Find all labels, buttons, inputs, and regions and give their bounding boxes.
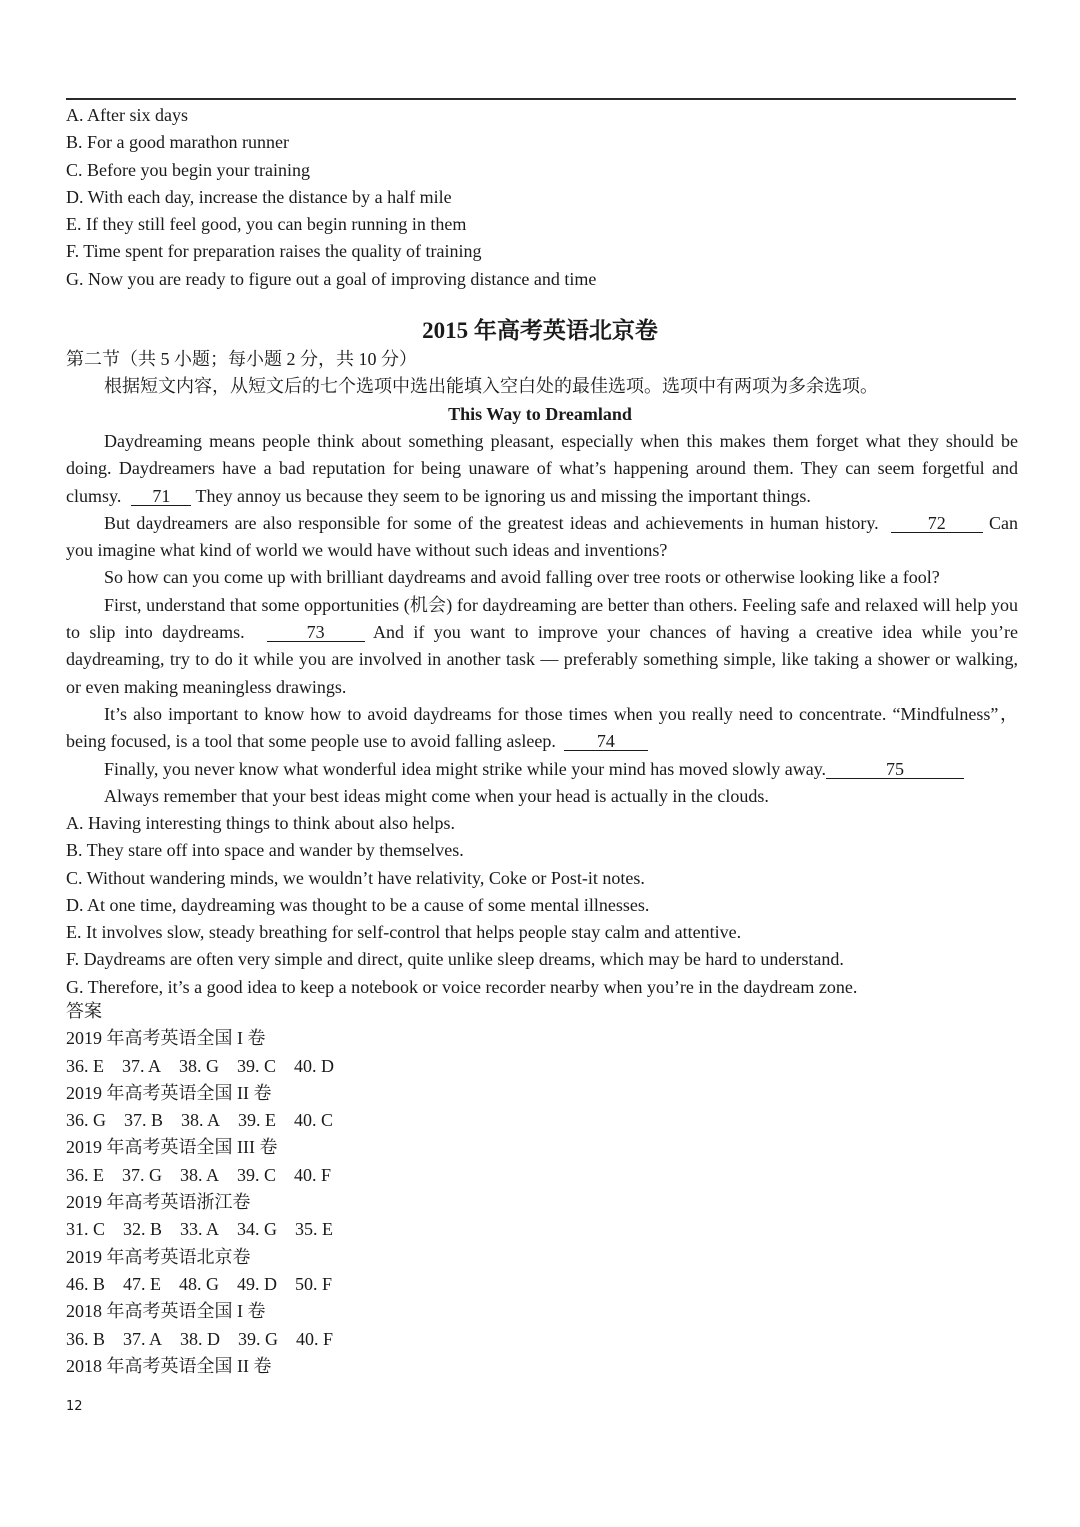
answer-item: 34. G <box>237 1219 278 1240</box>
answer-item: 38. A <box>181 1110 221 1131</box>
answer-item: 50. F <box>295 1273 333 1294</box>
blank-72: 72 <box>891 514 983 533</box>
option-item: G. Therefore, it’s a good idea to keep a notebook or voice recorder nearby when you’re in the daydream zone. <box>66 976 858 997</box>
answer-item: 46. B <box>66 1273 106 1294</box>
answer-group-title: 2019 年高考英语全国 II 卷 <box>66 1082 272 1103</box>
answer-item: 40. D <box>294 1055 335 1076</box>
blank-74: 74 <box>564 732 648 751</box>
option-item: C. Before you begin your training <box>66 159 310 180</box>
answer-row <box>66 1053 666 1080</box>
answer-row <box>66 1216 666 1243</box>
option-item: D. With each day, increase the distance by a half mile <box>66 186 452 207</box>
passage-text: So how can you come up with brilliant daydreams and avoid falling over tree roots or otherwise looking like a fool? <box>104 567 940 588</box>
answer-item: 39. C <box>237 1164 277 1185</box>
answer-item: 37. A <box>122 1055 162 1076</box>
section-heading: 第二节（共 5 小题；每小题 2 分，共 10 分） <box>66 349 417 369</box>
section-instruction: 根据短文内容，从短文后的七个选项中选出能填入空白处的最佳选项。选项中有两项为多余选项。 <box>104 376 878 396</box>
passage-paragraph <box>66 701 1018 756</box>
answer-row <box>66 1271 666 1298</box>
option-item: D. At one time, daydreaming was thought to be a cause of some mental illnesses. <box>66 894 650 915</box>
passage-text: Can you imagine what kind of world we would have without such ideas and inventions? <box>66 512 1018 561</box>
option-item: E. If they still feel good, you can begin running in them <box>66 214 467 235</box>
answer-row <box>66 1162 666 1189</box>
answer-item: 36. E <box>66 1164 104 1185</box>
passage-text: First, understand that some opportunities (机会) for daydreaming are better than others. Feeling safe and relaxed will help you to slip into daydreams. <box>66 594 1018 643</box>
answer-item: 36. G <box>66 1110 106 1131</box>
blank-75: 75 <box>826 760 964 779</box>
answer-item: 32. B <box>123 1219 163 1240</box>
answers-heading: 答案 <box>66 1001 102 1021</box>
passage-paragraph <box>66 510 1018 565</box>
option-item: B. They stare off into space and wander by themselves. <box>66 840 464 861</box>
option-item: G. Now you are ready to figure out a goal of improving distance and time <box>66 268 597 289</box>
option-item: F. Time spent for preparation raises the quality of training <box>66 241 482 262</box>
answer-row <box>66 1326 666 1353</box>
answer-group-title: 2018 年高考英语全国 I 卷 <box>66 1301 266 1322</box>
passage-text: They annoy us because they seem to be ignoring us and missing the important things. <box>195 485 811 506</box>
passage-text: Daydreaming means people think about something pleasant, especially when this makes them forget what they should be doing. Daydreamers have a bad reputation for being unaware of what’s happening around them. They can seem forgetful and clumsy. <box>66 431 1018 506</box>
passage-text: Finally, you never know what wonderful idea might strike while your mind has moved slowly away. <box>104 758 827 779</box>
option-item: B. For a good marathon runner <box>66 132 289 153</box>
answer-item: 36. B <box>66 1328 106 1349</box>
answer-group-title: 2018 年高考英语全国 II 卷 <box>66 1355 272 1376</box>
blank-71: 71 <box>131 487 191 506</box>
answer-group-title: 2019 年高考英语全国 III 卷 <box>66 1137 278 1158</box>
answer-item: 40. C <box>294 1110 334 1131</box>
header-rule <box>66 98 1016 100</box>
passage-text: But daydreamers are also responsible for some of the greatest ideas and achievements in human history. <box>104 512 879 533</box>
answer-item: 40. F <box>294 1164 332 1185</box>
option-item: C. Without wandering minds, we wouldn’t have relativity, Coke or Post-it notes. <box>66 867 645 888</box>
answer-item: 49. D <box>237 1273 278 1294</box>
answers-section <box>66 998 666 1380</box>
blank-73: 73 <box>267 623 365 642</box>
answer-item: 48. G <box>179 1273 220 1294</box>
answer-item: 37. B <box>124 1110 164 1131</box>
answer-group-title: 2019 年高考英语全国 I 卷 <box>66 1028 266 1049</box>
answer-item: 38. A <box>180 1164 220 1185</box>
answer-item: 47. E <box>123 1273 162 1294</box>
answer-item: 33. A <box>180 1219 220 1240</box>
passage-text: And if you want to improve your chances of having a creative idea while you’re daydreaming, try to do it while you are involved in another task — preferably something simple, like taking a shower or walking, or even making meaningless drawings. <box>66 622 1018 697</box>
page-number: 12 <box>66 1399 83 1414</box>
answer-item: 31. C <box>66 1219 106 1240</box>
answer-group-title: 2019 年高考英语浙江卷 <box>66 1192 251 1213</box>
passage-paragraph <box>66 564 1018 591</box>
option-item: E. It involves slow, steady breathing for self-control that helps people stay calm and attentive. <box>66 922 742 943</box>
passage-text: Always remember that your best ideas might come when your head is actually in the clouds. <box>104 785 769 806</box>
answer-item: 39. C <box>237 1055 277 1076</box>
answer-item: 35. E <box>295 1219 334 1240</box>
passage-title: This Way to Dreamland <box>448 404 632 424</box>
passage-paragraph <box>66 783 1018 810</box>
passage-paragraph <box>66 592 1018 701</box>
passage-body <box>66 428 1018 810</box>
answer-item: 40. F <box>296 1328 334 1349</box>
section-title: 2015 年高考英语北京卷 <box>422 318 658 343</box>
top-options-list <box>66 102 1018 293</box>
option-item: F. Daydreams are often very simple and direct, quite unlike sleep dreams, which may be hard to understand. <box>66 949 844 970</box>
answer-item: 39. E <box>238 1110 277 1131</box>
answer-item: 38. G <box>179 1055 220 1076</box>
answer-row <box>66 1107 666 1134</box>
answer-item: 37. A <box>123 1328 163 1349</box>
answer-item: 37. G <box>122 1164 162 1185</box>
passage-text: It’s also important to know how to avoid daydreams for those times when you really need to concentrate. “Mindfulness”，being focused, is a tool that some people use to avoid falling asleep. <box>66 703 1018 752</box>
option-item: A. After six days <box>66 105 188 125</box>
passage-paragraph <box>66 428 1018 510</box>
answer-item: 38. D <box>180 1328 221 1349</box>
passage-paragraph <box>66 756 1018 783</box>
answer-item: 36. E <box>66 1055 104 1076</box>
answer-group-title: 2019 年高考英语北京卷 <box>66 1246 251 1267</box>
option-item: A. Having interesting things to think about also helps. <box>66 813 455 833</box>
passage-options-list <box>66 810 1018 1001</box>
answer-item: 39. G <box>238 1328 279 1349</box>
